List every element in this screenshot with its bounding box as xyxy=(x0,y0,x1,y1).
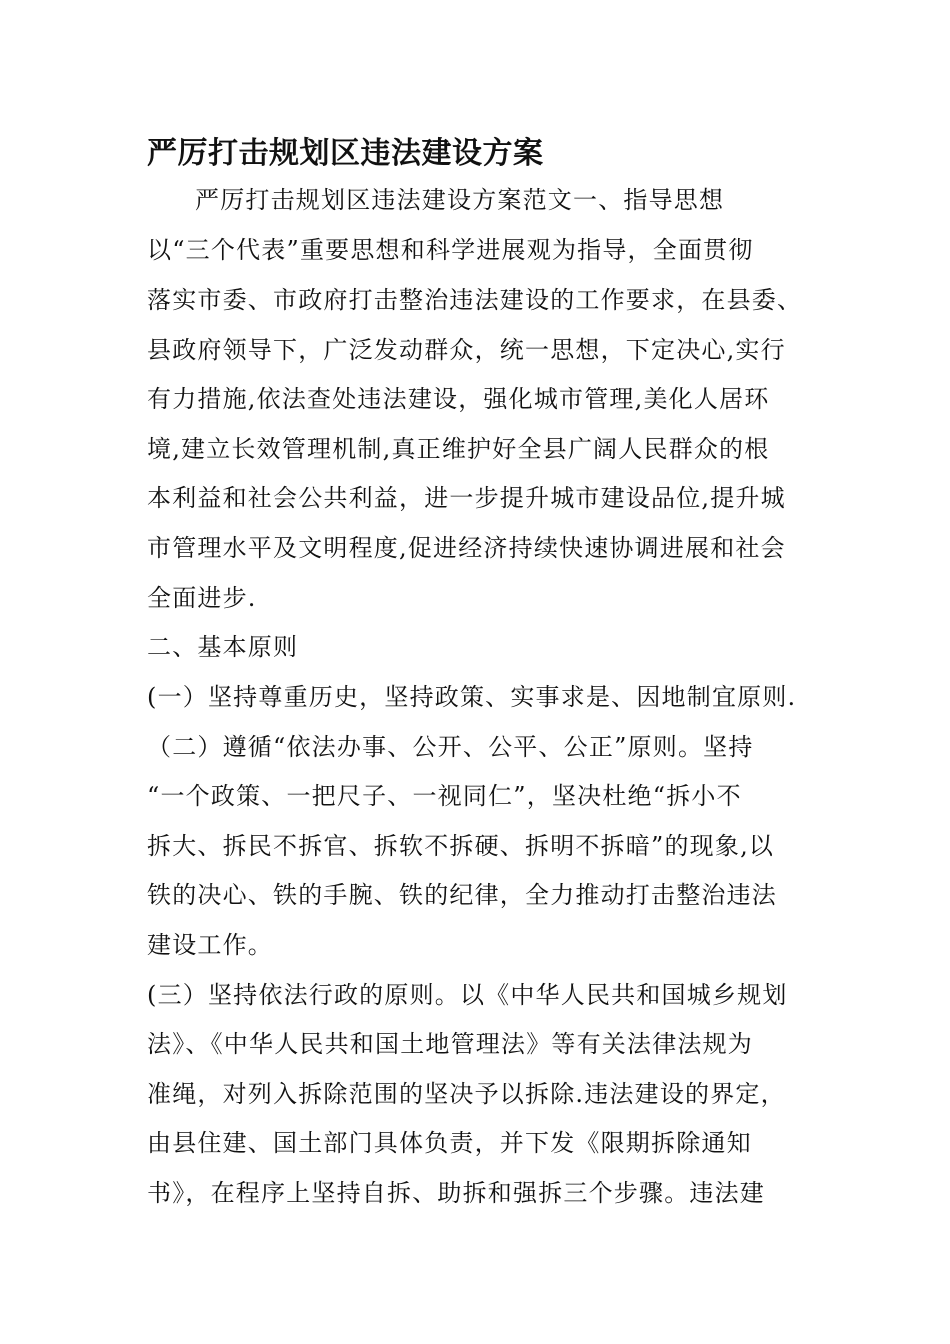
paragraph-line: 准绳，对列入拆除范围的坚决予以拆除.违法建设的界定， xyxy=(147,1080,786,1108)
paragraph-line: 以“三个代表”重要思想和科学进展观为指导，全面贯彻 xyxy=(147,236,754,264)
paragraph-line: “一个政策、一把尺子、一视同仁”，坚决杜绝“拆小不 xyxy=(147,782,742,810)
paragraph-line: 铁的决心、铁的手腕、铁的纪律，全力推动打击整治违法 xyxy=(147,881,777,909)
paragraph-line: 书》，在程序上坚持自拆、助拆和强拆三个步骤。违法建 xyxy=(147,1179,765,1207)
document-title: 严厉打击规划区违法建设方案 xyxy=(147,136,544,171)
paragraph-line: 严厉打击规划区违法建设方案范文一、指导思想 xyxy=(195,186,725,214)
paragraph-line: (一）坚持尊重历史，坚持政策、实事求是、因地制宜原则. xyxy=(147,683,797,711)
paragraph-line: 拆大、拆民不拆官、拆软不拆硬、拆明不拆暗”的现象,以 xyxy=(147,832,775,860)
paragraph-line: 全面进步. xyxy=(147,584,257,612)
paragraph-line: 境,建立长效管理机制,真正维护好全县广阔人民群众的根 xyxy=(147,435,770,463)
paragraph-line: (三）坚持依法行政的原则。以《中华人民共和国城乡规划 xyxy=(147,981,788,1009)
paragraph-line: 建设工作。 xyxy=(147,931,273,959)
paragraph-line: 落实市委、市政府打击整治违法建设的工作要求，在县委、 xyxy=(147,286,803,314)
paragraph-line: （二）遵循“依法办事、公开、公平、公正”原则。坚持 xyxy=(147,733,754,761)
paragraph-line: 有力措施,依法查处违法建设，强化城市管理,美化人居环 xyxy=(147,385,770,413)
paragraph-line: 县政府领导下，广泛发动群众，统一思想，下定决心,实行 xyxy=(147,336,786,364)
section-heading: 二、基本原则 xyxy=(147,633,299,661)
paragraph-line: 法》、《中华人民共和国土地管理法》等有关法律法规为 xyxy=(147,1030,753,1058)
paragraph-line: 由县住建、国土部门具体负责，并下发《限期拆除通知 xyxy=(147,1129,752,1157)
paragraph-line: 市管理水平及文明程度,促进经济持续快速协调进展和社会 xyxy=(147,534,786,562)
paragraph-line: 本利益和社会公共利益，进一步提升城市建设品位,提升城 xyxy=(147,484,786,512)
